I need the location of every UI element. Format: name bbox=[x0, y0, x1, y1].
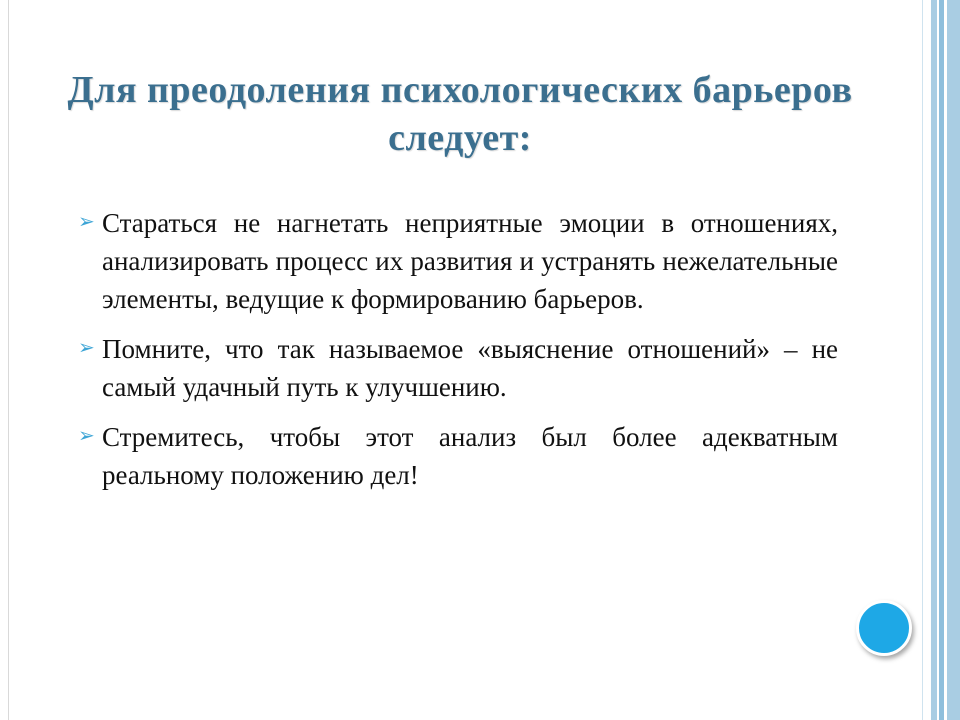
bullet-text: Стремитесь, чтобы этот анализ был более адекватным реальному положению дел! bbox=[102, 422, 838, 490]
slide-title: Для преодоления психологических барьеров следует: bbox=[67, 69, 853, 159]
arrowhead-bullet-icon: ➢ bbox=[78, 209, 95, 233]
blue-circle-decoration bbox=[856, 600, 912, 656]
arrowhead-bullet-icon: ➢ bbox=[78, 335, 95, 359]
bullet-list bbox=[78, 204, 838, 506]
right-decorative-stripes bbox=[922, 0, 960, 720]
bullet-item bbox=[78, 330, 838, 406]
bullet-item bbox=[78, 418, 838, 494]
bullet-text: Стараться не нагнетать неприятные эмоции в отношениях, анализировать процесс их развития и устранять нежелательные элементы, ведущие к формированию барьеров. bbox=[102, 208, 838, 314]
stripe bbox=[947, 0, 960, 720]
stripe bbox=[922, 0, 931, 720]
bullet-item bbox=[78, 204, 838, 318]
arrowhead-bullet-icon: ➢ bbox=[78, 423, 95, 447]
left-border-line bbox=[8, 0, 9, 720]
bullet-text: Помните, что так называемое «выяснение отношений» – не самый удачный путь к улучшению. bbox=[102, 334, 838, 402]
